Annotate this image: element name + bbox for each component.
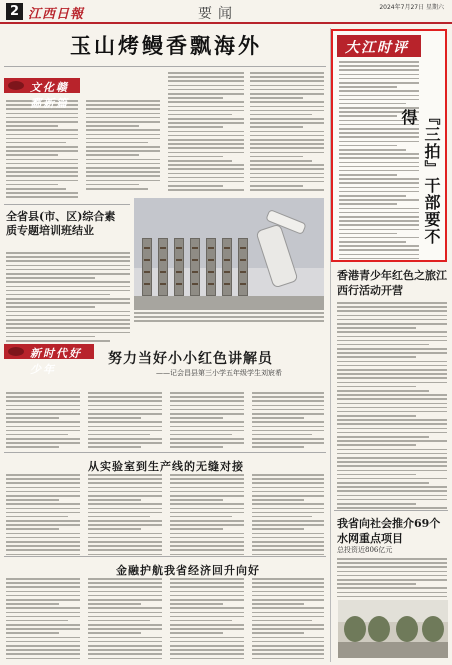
- finance-body-col-3: [170, 578, 244, 662]
- lead-body-col-1: [6, 100, 78, 201]
- date-line: [379, 4, 444, 12]
- guide-headline: 努力当好小小红色讲解员: [108, 351, 273, 367]
- divider: [4, 556, 326, 557]
- divider: [4, 204, 130, 205]
- hk-youth-headline: 香港青少年红色之旅江西行活动开营: [337, 269, 447, 297]
- lead-body-col-3: [168, 72, 244, 193]
- lab-headline: 从实验室到生产线的无缝对接: [88, 460, 244, 473]
- section-name: 要闻: [198, 6, 238, 22]
- guide-body-col-4: [252, 392, 324, 451]
- lab-body-col-2: [88, 474, 162, 558]
- training-headline: 全省县(市、区)综合素质专题培训班结业: [6, 210, 116, 237]
- column-banner-culture: [4, 78, 80, 110]
- factory-photo: [134, 198, 324, 310]
- lab-body-col-4: [252, 474, 324, 558]
- finance-body-col-4: [252, 578, 324, 662]
- brush-stroke-decoration: [8, 81, 24, 90]
- training-body: [6, 252, 130, 344]
- featured-commentary-box: [331, 29, 447, 262]
- divider: [4, 452, 326, 453]
- lead-headline: 玉山烤鳗香飘海外: [70, 33, 262, 58]
- water-projects-headline: 我省向社会推介69个水网重点项目: [337, 517, 441, 545]
- water-projects-body: [337, 558, 447, 600]
- photo-caption: [134, 312, 324, 325]
- lead-body-col-4: [250, 72, 324, 193]
- column-banner-label: 文化赣鄱新篇: [30, 81, 69, 110]
- issue-date: 2024年7月27日 星期六: [379, 4, 444, 11]
- brush-stroke-decoration: [8, 347, 24, 356]
- divider: [4, 66, 326, 67]
- column-banner-youth: [4, 344, 94, 376]
- finance-body-col-2: [88, 578, 162, 662]
- commentary-body: [339, 61, 419, 262]
- masthead: [0, 0, 452, 24]
- guide-body-col-3: [170, 392, 244, 451]
- hk-youth-body: [337, 302, 447, 511]
- commentary-column-tag: [337, 35, 421, 57]
- lead-body-col-2: [86, 100, 160, 192]
- column-banner-label: 新时代好少年: [30, 347, 82, 376]
- lab-body-col-3: [170, 474, 244, 558]
- river-project-photo: [338, 600, 448, 658]
- page-number: 2: [6, 3, 23, 20]
- water-projects-subheadline: 总投资近806亿元: [337, 546, 393, 554]
- guide-body-col-1: [6, 392, 80, 451]
- paper-name: 江西日報: [28, 7, 85, 22]
- finance-body-col-1: [6, 578, 80, 662]
- guide-subheadline: ——记会昌县第三小学五年级学生刘宸希: [156, 369, 282, 377]
- commentary-headline: 『三拍』干部要不得: [399, 109, 441, 245]
- finance-headline: 金融护航我省经济回升向好: [116, 564, 260, 577]
- divider: [334, 510, 448, 511]
- lab-body-col-1: [6, 474, 80, 558]
- commentary-column-name: 大江时评: [345, 40, 409, 56]
- guide-body-col-2: [88, 392, 162, 451]
